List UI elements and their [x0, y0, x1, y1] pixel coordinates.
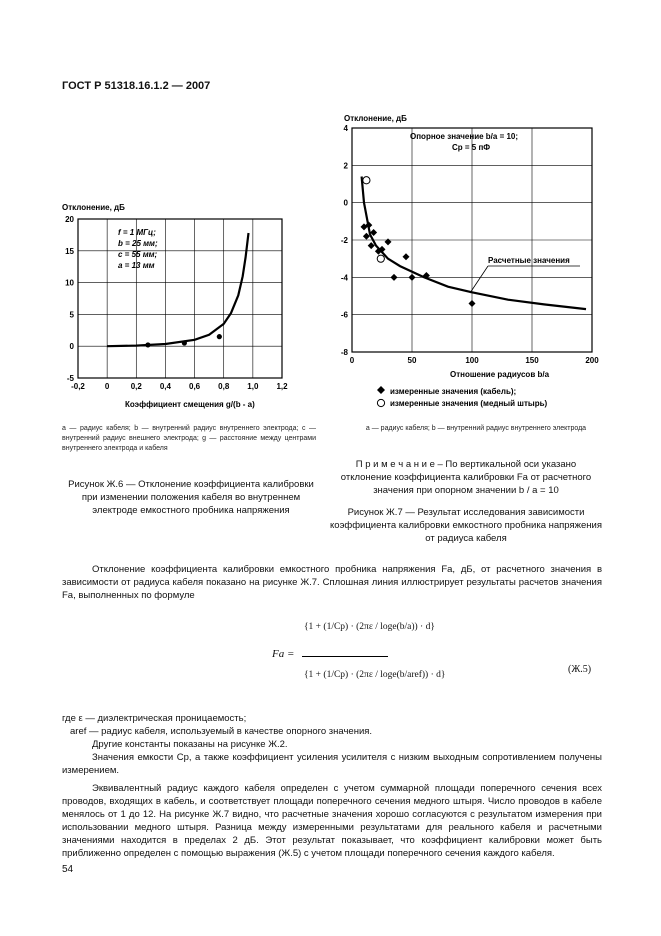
- x-tick-label: 0,8: [218, 382, 230, 391]
- right-legend-2: измеренные значения (медный штырь): [390, 399, 548, 408]
- data-point-diamond: [409, 274, 416, 281]
- formula-fraction-bar: [302, 656, 388, 657]
- x-tick-label: -0,2: [71, 382, 85, 391]
- y-tick-label: -2: [340, 236, 348, 245]
- y-tick-label: -4: [340, 273, 348, 283]
- y-tick-label: -8: [340, 348, 348, 357]
- x-tick-label: 50: [407, 356, 417, 365]
- where-1: где ε — диэлектрическая проницаемость;: [62, 713, 247, 724]
- left-legend-note: a — радиус кабеля; b — внутренний радиус внутреннего электрода; c — внутренний радиус внешнего электрода; g — расстояние между центрами внутреннего электрода и кабеля: [62, 425, 316, 452]
- x-tick-label: 0,2: [130, 382, 142, 391]
- x-tick-label: 1,0: [247, 382, 259, 391]
- x-tick-label: 150: [525, 356, 539, 365]
- data-point: [217, 334, 222, 339]
- formula-lhs: Fa =: [272, 648, 295, 660]
- right-note: П р и м е ч а н и е – По вертикальной оси указано отклонение коэффициента калибровки Fa от расчетного значения при опорном значении b / a = 10: [340, 459, 592, 496]
- x-tick-label: 200: [585, 356, 599, 365]
- data-point-diamond: [385, 238, 392, 245]
- left-param-3: c = 55 мм;: [118, 250, 158, 259]
- right-chart: [341, 114, 599, 408]
- right-legend-note: a — радиус кабеля; b — внутренний радиус внутреннего электрода: [365, 425, 587, 432]
- where-2: aref — радиус кабеля, используемый в качестве опорного значения.: [70, 726, 373, 737]
- legend-circle-icon: [377, 399, 384, 406]
- data-point-diamond: [403, 253, 410, 260]
- data-point-diamond: [469, 300, 476, 307]
- y-tick-label: -6: [340, 310, 348, 320]
- x-tick-label: 0: [349, 356, 355, 365]
- left-param-1: f = 1 МГц;: [118, 228, 156, 237]
- data-point-circle: [377, 255, 384, 262]
- formula-numerator: {1 + (1/Cp) · (2πε / loge(b/a)) · d}: [304, 622, 435, 632]
- paragraph-4: Эквивалентный радиус каждого кабеля определен с учетом суммарной площади поперечного сечения всех проводов, входящих в кабель, и соответствует площади поперечного сечения медного штыря. Число проводов в кабеле менялось от 1 до 12. На рисунке Ж.7 видно, что расчетные значения хорошо согласуются с результатом измерения при использовании медного штыря. Разница между измеренными результатами для реального кабеля и расчетными значениями находится в пределах 2 дБ. Этот результат показывает, что коэффициент калибровки может быть приближенно определен с помощью выражения (Ж.5) с учетом площади поперечного сечения каждого кабеля.: [62, 783, 602, 859]
- right-curve-label: Расчетные значения: [488, 256, 570, 265]
- x-tick-label: 0,4: [159, 382, 171, 391]
- left-param-2: b = 25 мм;: [118, 239, 158, 248]
- y-tick-label: 20: [65, 215, 74, 224]
- formula-denominator: {1 + (1/Cp) · (2πε / loge(b/aref)) · d}: [304, 670, 446, 680]
- page-header: ГОСТ Р 51318.16.1.2 — 2007: [62, 80, 211, 92]
- data-point-circle: [363, 177, 370, 184]
- data-point: [145, 342, 150, 347]
- right-inset-2: Cp = 5 пФ: [452, 143, 491, 152]
- y-tick-label: 0: [69, 342, 74, 352]
- page-number: 54: [62, 864, 74, 875]
- y-tick-label: 15: [65, 246, 74, 256]
- right-inset-1: Опорное значение b/a = 10;: [410, 132, 519, 141]
- data-point: [182, 340, 187, 345]
- x-tick-label: 0: [104, 382, 110, 391]
- paragraph-3: Значения емкости Cp, а также коэффициент усиления усилителя с низким выходным сопротивлением получены измерением.: [62, 752, 602, 776]
- y-tick-label: 4: [343, 124, 348, 133]
- formula: [268, 612, 608, 712]
- paragraph-1: Отклонение коэффициента калибровки емкостного пробника напряжения Fa, дБ, от расчетного значения в зависимости от радиуса кабеля показано на рисунке Ж.7. Сплошная линия иллюстрирует результаты расчетов значения Fa, выполненных по формуле: [62, 564, 602, 601]
- paragraph-2: Другие константы показаны на рисунке Ж.2.: [92, 739, 288, 750]
- y-tick-label: 10: [65, 278, 74, 288]
- right-caption: Рисунок Ж.7 — Результат исследования зависимости коэффициента калибровки емкостного пробника напряжения от радиуса кабеля: [330, 507, 602, 544]
- left-plot-frame: [78, 219, 282, 378]
- left-param-4: a = 13 мм: [118, 261, 155, 270]
- x-tick-label: 100: [465, 356, 479, 365]
- right-legend-1: измеренные значения (кабель);: [390, 387, 517, 396]
- right-curve: [362, 177, 586, 310]
- data-point-diamond: [391, 274, 398, 281]
- left-xlabel: Коэффициент смещения g/(b - a): [125, 400, 255, 409]
- x-tick-label: 0,6: [189, 382, 201, 391]
- y-tick-label: -5: [66, 374, 74, 383]
- left-caption: Рисунок Ж.6 — Отклонение коэффициента калибровки при изменении положения кабеля во внутреннем электроде емкостного пробника напряжения: [68, 479, 314, 516]
- right-xlabel: Отношение радиусов b/a: [450, 370, 550, 379]
- y-tick-label: 2: [343, 161, 348, 171]
- curve-label-leader: [470, 266, 488, 293]
- legend-diamond-icon: [377, 386, 385, 394]
- y-tick-label: 5: [69, 310, 74, 320]
- formula-number: (Ж.5): [568, 664, 592, 675]
- x-tick-label: 1,2: [276, 382, 288, 391]
- y-tick-label: 0: [343, 198, 348, 208]
- right-ylabel: Отклонение, дБ: [344, 114, 407, 123]
- left-chart: [62, 203, 288, 409]
- left-ylabel: Отклонение, дБ: [62, 203, 125, 212]
